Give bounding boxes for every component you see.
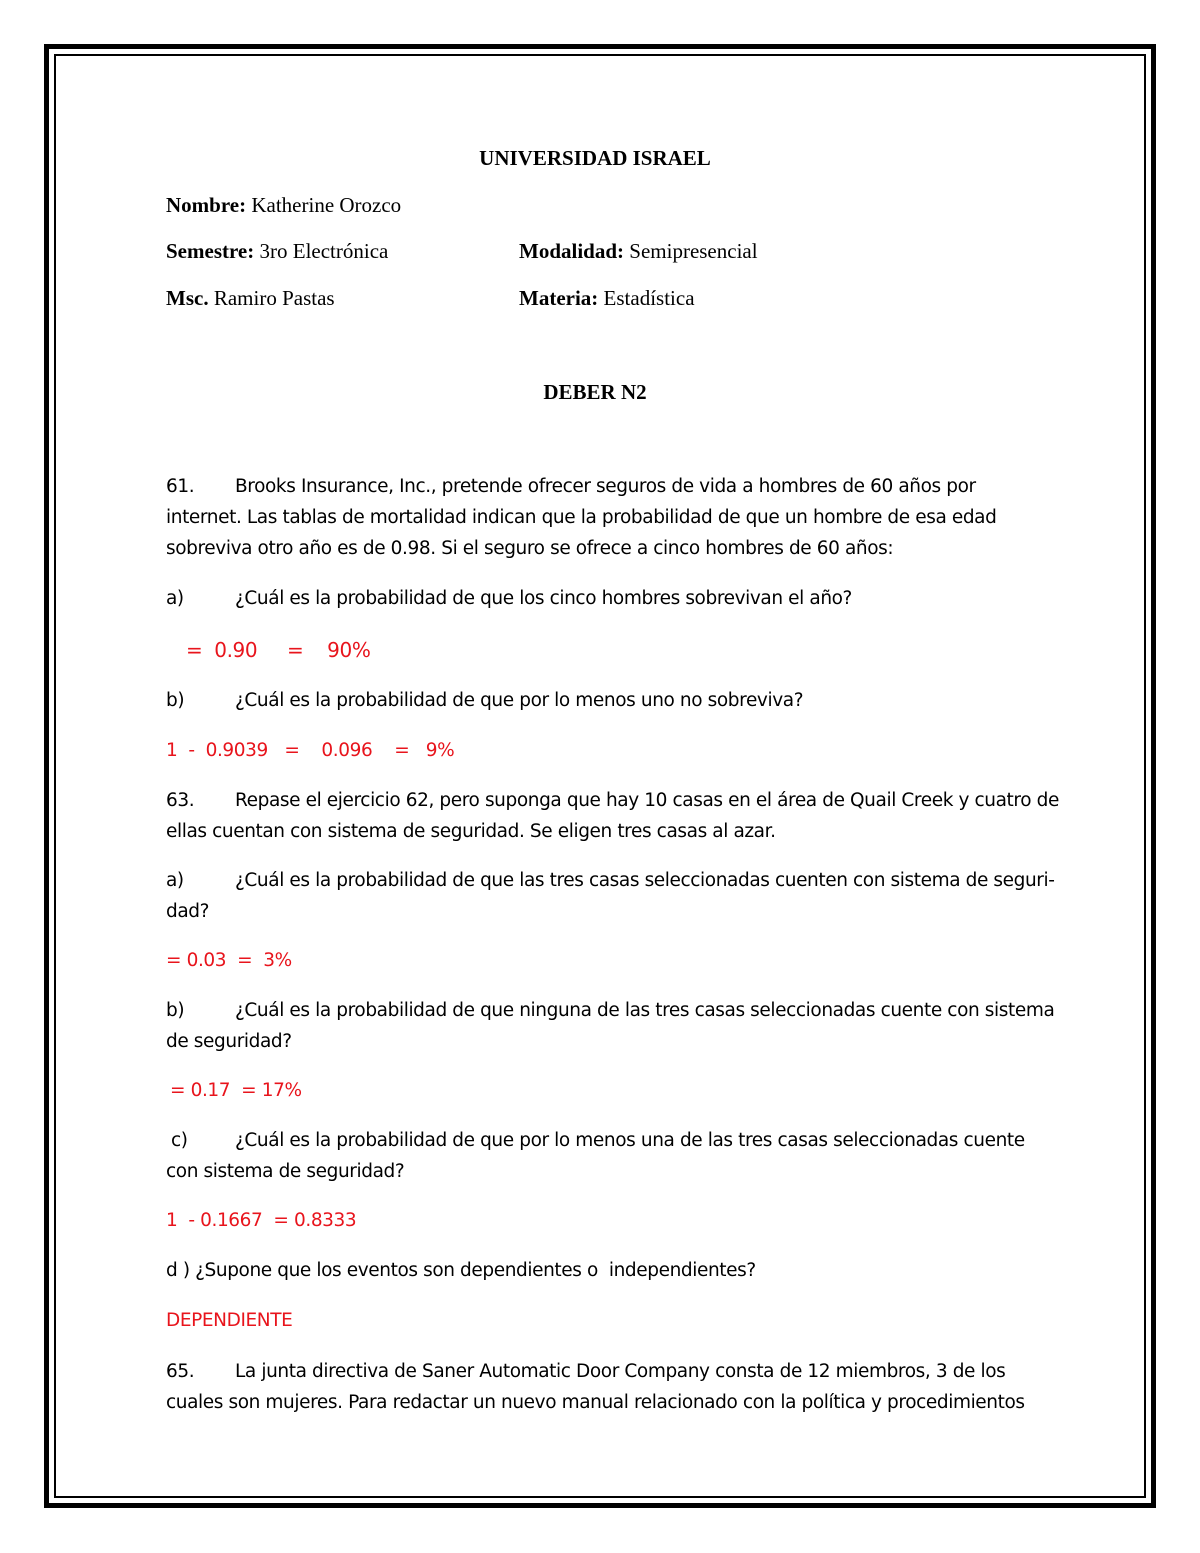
modalidad-value: Semipresencial <box>629 239 758 263</box>
q63-c-label: c) <box>171 1130 188 1151</box>
teacher <box>166 286 335 311</box>
q63-line1 <box>166 790 1059 811</box>
msc-label: Msc. <box>166 286 209 310</box>
materia-value: Estadística <box>603 286 695 310</box>
q61-line3: sobreviva otro año es de 0.98. Si el seguro se ofrece a cinco hombres de 60 años: <box>166 538 894 559</box>
materia-label: Materia: <box>519 286 599 310</box>
assignment-title: DEBER N2 <box>543 380 647 404</box>
msc-value: Ramiro Pastas <box>213 286 335 310</box>
q63-c-answer: 1 - 0.1667 = 0.8333 <box>166 1210 357 1231</box>
q61-b-answer: 1 - 0.9039 = 0.096 = 9% <box>166 740 455 761</box>
q63-number: 63. <box>166 790 195 811</box>
q61-a-label: a) <box>166 588 184 609</box>
q61-a-text: ¿Cuál es la probabilidad de que los cinco hombres sobrevivan el año? <box>235 588 852 609</box>
subject <box>519 286 695 311</box>
q63-d-answer: DEPENDIENTE <box>166 1310 293 1331</box>
nombre-value: Katherine Orozco <box>251 193 402 217</box>
q61-b-text: ¿Cuál es la probabilidad de que por lo menos uno no sobreviva? <box>235 690 804 711</box>
q63-a-text: ¿Cuál es la probabilidad de que las tres casas seleccionadas cuenten con sistema de seguri- <box>235 870 1055 891</box>
nombre-label: Nombre: <box>166 193 247 217</box>
q63-b-answer: = 0.17 = 17% <box>170 1080 302 1101</box>
q65-number: 65. <box>166 1361 195 1382</box>
q63-b-text2: de seguridad? <box>166 1031 292 1052</box>
student-name <box>166 193 401 218</box>
q61-b-label: b) <box>166 690 185 711</box>
q65-line2: cuales son mujeres. Para redactar un nuevo manual relacionado con la política y procedimientos <box>166 1392 1025 1413</box>
modalidad-label: Modalidad: <box>519 239 625 263</box>
modality <box>519 239 758 264</box>
q61-line1 <box>166 476 976 497</box>
q63-b-label: b) <box>166 1000 185 1021</box>
q61-line2: internet. Las tablas de mortalidad indican que la probabilidad de que un hombre de esa edad <box>166 507 997 528</box>
semestre-label: Semestre: <box>166 239 255 263</box>
q63-b-text: ¿Cuál es la probabilidad de que ninguna de las tres casas seleccionadas cuente con sistema <box>235 1000 1055 1021</box>
q63-a-answer: = 0.03 = 3% <box>166 950 292 971</box>
semester <box>166 239 388 264</box>
q63-c-text: ¿Cuál es la probabilidad de que por lo menos una de las tres casas seleccionadas cuente <box>235 1130 1025 1151</box>
university-title: UNIVERSIDAD ISRAEL <box>479 146 711 170</box>
q65-line1 <box>166 1361 1005 1382</box>
page-border-inner <box>54 54 1146 1498</box>
q65-text1: La junta directiva de Saner Automatic Door Company consta de 12 miembros, 3 de los <box>235 1361 1006 1382</box>
q61-number: 61. <box>166 476 195 497</box>
semestre-value: 3ro Electrónica <box>259 239 389 263</box>
q63-line2: ellas cuentan con sistema de seguridad. Se eligen tres casas al azar. <box>166 821 776 842</box>
q63-text1: Repase el ejercicio 62, pero suponga que hay 10 casas en el área de Quail Creek y cuatro de <box>235 790 1059 811</box>
q63-c-text2: con sistema de seguridad? <box>166 1161 405 1182</box>
q61-text1: Brooks Insurance, Inc., pretende ofrecer seguros de vida a hombres de 60 años por <box>235 476 976 497</box>
q63-a-label: a) <box>166 870 184 891</box>
q61-a-answer: = 0.90 = 90% <box>186 638 371 662</box>
q63-a-text2: dad? <box>166 901 210 922</box>
q63-d-text: d ) ¿Supone que los eventos son dependientes o independientes? <box>166 1260 756 1281</box>
